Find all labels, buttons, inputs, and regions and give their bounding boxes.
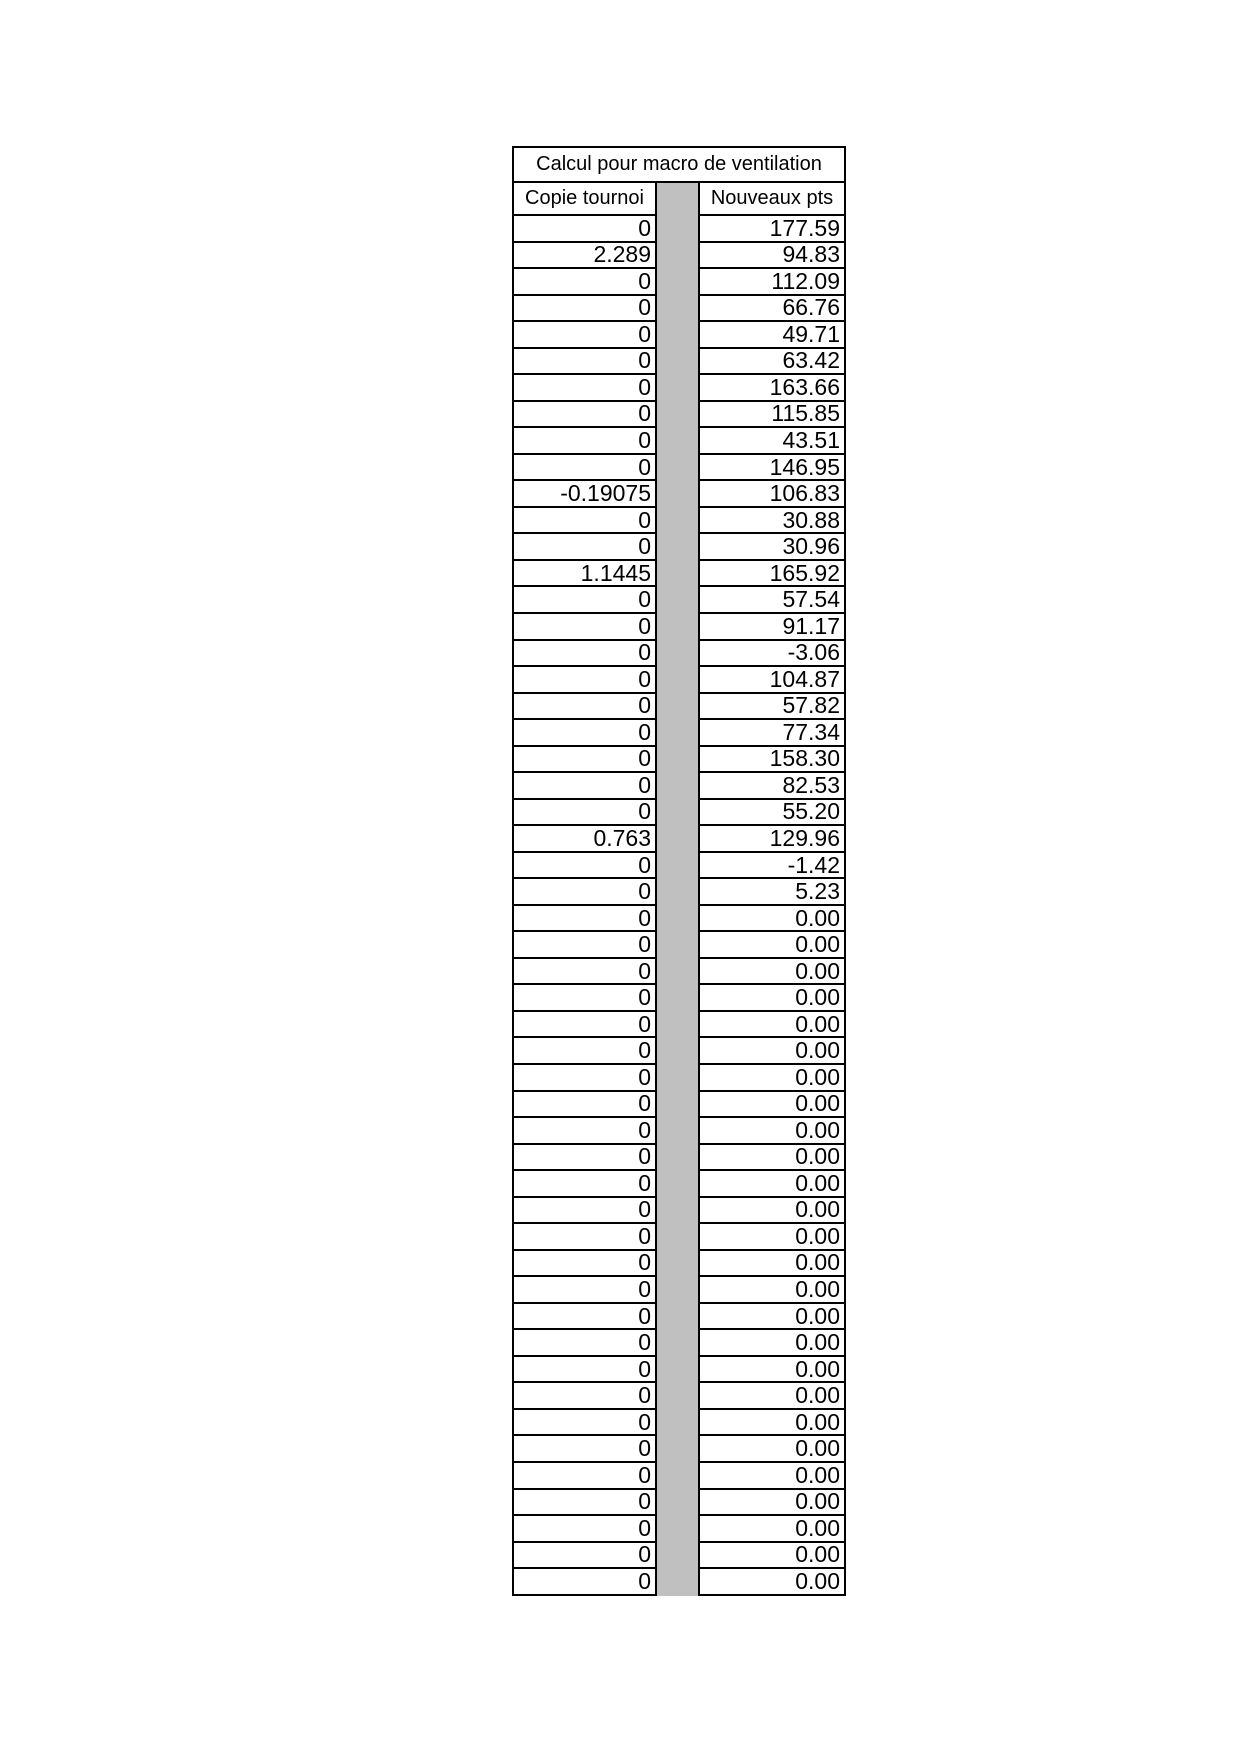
pts-cell: 30.88 — [700, 508, 844, 535]
copie-cell: 2.289 — [514, 243, 655, 270]
copie-cell: 0 — [514, 1198, 655, 1225]
pts-cell: 0.00 — [700, 1224, 844, 1251]
column-copie-tournoi — [512, 183, 657, 1596]
column-header-copie-tournoi: Copie tournoi — [514, 183, 655, 216]
copie-cell: 0 — [514, 1543, 655, 1570]
pts-cell: 91.17 — [700, 614, 844, 641]
pts-cell: 112.09 — [700, 269, 844, 296]
pts-cell: 0.00 — [700, 985, 844, 1012]
pts-cell: 30.96 — [700, 534, 844, 561]
ventilation-table — [512, 146, 846, 1596]
pts-cell: 63.42 — [700, 349, 844, 376]
pts-cell: 57.82 — [700, 694, 844, 721]
pts-cell: 0.00 — [700, 1198, 844, 1225]
copie-cell: 0 — [514, 1092, 655, 1119]
copie-cell: 0 — [514, 1516, 655, 1543]
column-nouveaux-pts — [698, 183, 846, 1596]
pts-cell: 0.00 — [700, 1516, 844, 1543]
copie-cell: 0 — [514, 1224, 655, 1251]
pts-cell: 0.00 — [700, 1012, 844, 1039]
copie-cell: 0 — [514, 614, 655, 641]
copie-cell: 0 — [514, 694, 655, 721]
pts-cell: 0.00 — [700, 1304, 844, 1331]
pts-cell: 129.96 — [700, 826, 844, 853]
pts-cell: 0.00 — [700, 1277, 844, 1304]
pts-cell: 0.00 — [700, 1436, 844, 1463]
copie-cell: 0 — [514, 1277, 655, 1304]
pts-cell: 0.00 — [700, 1463, 844, 1490]
pts-cell: 0.00 — [700, 1383, 844, 1410]
copie-cell: 0 — [514, 587, 655, 614]
pts-cell: 43.51 — [700, 428, 844, 455]
pts-cell: 0.00 — [700, 1490, 844, 1517]
pts-cell: 106.83 — [700, 481, 844, 508]
pts-cell: 0.00 — [700, 932, 844, 959]
copie-cell: 0 — [514, 1569, 655, 1596]
pts-cell: 163.66 — [700, 375, 844, 402]
copie-cell: 0 — [514, 853, 655, 880]
pts-cell: 55.20 — [700, 800, 844, 827]
copie-cell: 0 — [514, 428, 655, 455]
pts-cell: 0.00 — [700, 906, 844, 933]
copie-cell: 0 — [514, 269, 655, 296]
pts-cell: -1.42 — [700, 853, 844, 880]
pts-cell: 0.00 — [700, 1569, 844, 1596]
copie-cell: 0 — [514, 322, 655, 349]
copie-cell: 0 — [514, 1383, 655, 1410]
pts-cell: 5.23 — [700, 879, 844, 906]
copie-cell: 1.1445 — [514, 561, 655, 588]
copie-cell: 0 — [514, 1463, 655, 1490]
copie-cell: 0 — [514, 773, 655, 800]
pts-cell: 82.53 — [700, 773, 844, 800]
copie-cell: 0 — [514, 1357, 655, 1384]
pts-cell: 94.83 — [700, 243, 844, 270]
copie-cell: 0 — [514, 1410, 655, 1437]
pts-cell: 0.00 — [700, 1251, 844, 1278]
copie-cell: 0 — [514, 508, 655, 535]
pts-cell: 57.54 — [700, 587, 844, 614]
copie-cell: 0 — [514, 932, 655, 959]
pts-cell: 0.00 — [700, 1038, 844, 1065]
copie-cell: 0 — [514, 455, 655, 482]
pts-cell: 0.00 — [700, 1118, 844, 1145]
copie-cell: 0 — [514, 879, 655, 906]
pts-cell: 0.00 — [700, 1092, 844, 1119]
copie-cell: 0 — [514, 349, 655, 376]
copie-cell: 0 — [514, 959, 655, 986]
copie-cell: 0 — [514, 1012, 655, 1039]
copie-cell: 0 — [514, 375, 655, 402]
pts-cell: 158.30 — [700, 747, 844, 774]
copie-cell: 0 — [514, 296, 655, 323]
copie-cell: 0 — [514, 1436, 655, 1463]
pts-cell: 0.00 — [700, 1171, 844, 1198]
pts-cell: 146.95 — [700, 455, 844, 482]
copie-cell: 0 — [514, 641, 655, 668]
pts-cell: 104.87 — [700, 667, 844, 694]
pts-cell: 115.85 — [700, 402, 844, 429]
pts-cell: 77.34 — [700, 720, 844, 747]
pts-cell: 0.00 — [700, 1410, 844, 1437]
copie-cell: 0 — [514, 906, 655, 933]
pts-cell: 49.71 — [700, 322, 844, 349]
copie-cell: 0 — [514, 216, 655, 243]
column-header-nouveaux-pts: Nouveaux pts — [700, 183, 844, 216]
copie-cell: 0 — [514, 1330, 655, 1357]
copie-cell: 0 — [514, 1171, 655, 1198]
copie-cell: 0 — [514, 1490, 655, 1517]
copie-cell: 0 — [514, 534, 655, 561]
pts-cell: 0.00 — [700, 1330, 844, 1357]
pts-cell: 0.00 — [700, 1065, 844, 1092]
pts-cell: 0.00 — [700, 1145, 844, 1172]
table-columns — [512, 183, 846, 1596]
pts-cell: 177.59 — [700, 216, 844, 243]
copie-cell: 0 — [514, 747, 655, 774]
copie-cell: 0 — [514, 800, 655, 827]
pts-cell: -3.06 — [700, 641, 844, 668]
copie-cell: 0 — [514, 1065, 655, 1092]
gray-divider — [657, 183, 698, 1596]
copie-cell: 0 — [514, 985, 655, 1012]
pts-cell: 0.00 — [700, 1543, 844, 1570]
pts-cell: 66.76 — [700, 296, 844, 323]
pts-cell: 0.00 — [700, 959, 844, 986]
pts-cell: 0.00 — [700, 1357, 844, 1384]
copie-cell: 0 — [514, 1038, 655, 1065]
copie-cell: 0 — [514, 667, 655, 694]
copie-cell: 0 — [514, 1304, 655, 1331]
copie-cell: 0 — [514, 720, 655, 747]
pts-cell: 165.92 — [700, 561, 844, 588]
copie-cell: 0 — [514, 402, 655, 429]
copie-cell: 0 — [514, 1145, 655, 1172]
copie-cell: -0.19075 — [514, 481, 655, 508]
copie-cell: 0 — [514, 1118, 655, 1145]
copie-cell: 0.763 — [514, 826, 655, 853]
copie-cell: 0 — [514, 1251, 655, 1278]
table-title: Calcul pour macro de ventilation — [512, 146, 846, 183]
